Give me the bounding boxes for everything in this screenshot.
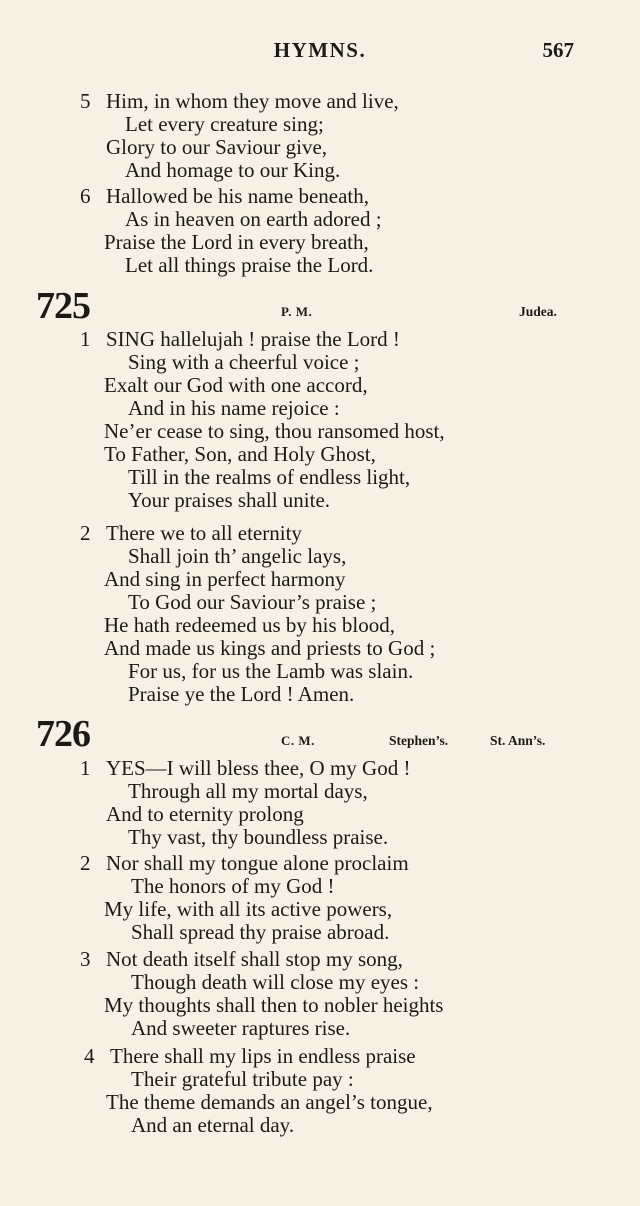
stanza-line: The honors of my God ! (131, 874, 335, 898)
stanza-number: 2 (80, 521, 91, 545)
stanza-line: Shall join th’ angelic lays, (128, 544, 347, 568)
stanza-line: Let every creature sing; (125, 112, 324, 136)
stanza-number: 5 (80, 89, 91, 113)
stanza-line: Till in the realms of endless light, (128, 465, 411, 489)
stanza-line: Praise ye the Lord ! Amen. (128, 682, 355, 706)
stanza-line: Praise the Lord in every breath, (104, 230, 369, 254)
stanza-line: And sing in perfect harmony (104, 567, 346, 591)
stanza-line: Ne’er cease to sing, thou ransomed host, (104, 419, 445, 443)
stanza-line: And an eternal day. (131, 1113, 295, 1137)
running-title: HYMNS. (273, 38, 367, 62)
stanza-line: SING hallelujah ! praise the Lord ! (106, 327, 400, 351)
stanza-number: 1 (80, 756, 91, 780)
stanza-number: 1 (80, 327, 91, 351)
stanza-line: For us, for us the Lamb was slain. (128, 659, 414, 683)
stanza-line: Your praises shall unite. (128, 488, 331, 512)
stanza-number: 2 (80, 851, 91, 875)
stanza-line: Thy vast, thy boundless praise. (128, 825, 389, 849)
stanza-line: Him, in whom they move and live, (106, 89, 399, 113)
stanza-line: My life, with all its active powers, (104, 897, 393, 921)
stanza-line: And to eternity prolong (106, 802, 304, 826)
stanza-line: To Father, Son, and Holy Ghost, (104, 442, 376, 466)
stanza-line: Exalt our God with one accord, (104, 373, 368, 397)
stanza-line: And sweeter raptures rise. (131, 1016, 351, 1040)
tune-name: Judea. (519, 304, 557, 319)
stanza-line: Hallowed be his name beneath, (106, 184, 369, 208)
hymn-725-header (0, 284, 640, 328)
meter: P. M. (281, 304, 313, 319)
stanza-line: And made us kings and priests to God ; (104, 636, 436, 660)
hymn-number: 725 (36, 285, 90, 327)
running-head (0, 38, 640, 68)
stanza-number: 4 (84, 1044, 95, 1068)
stanza-line: And in his name rejoice : (128, 396, 340, 420)
hymn-726-header (0, 712, 640, 756)
page-number: 567 (542, 38, 574, 62)
stanza-line: The theme demands an angel’s tongue, (106, 1090, 433, 1114)
stanza-line: Shall spread thy praise abroad. (131, 920, 390, 944)
meter: C. M. (281, 733, 315, 748)
stanza-line: Not death itself shall stop my song, (106, 947, 403, 971)
stanza-line: Let all things praise the Lord. (125, 253, 374, 277)
stanza-line: To God our Saviour’s praise ; (128, 590, 377, 614)
stanza-line: There we to all eternity (106, 521, 302, 545)
stanza-line: YES—I will bless thee, O my God ! (106, 756, 411, 780)
stanza-line: As in heaven on earth adored ; (125, 207, 382, 231)
stanza-line: There shall my lips in endless praise (110, 1044, 416, 1068)
stanza-line: Their grateful tribute pay : (131, 1067, 354, 1091)
tune-name: St. Ann’s. (490, 733, 546, 748)
stanza-number: 6 (80, 184, 91, 208)
tune-name: Stephen’s. (389, 733, 449, 748)
stanza-line: Through all my mortal days, (128, 779, 368, 803)
stanza-line: Though death will close my eyes : (131, 970, 420, 994)
stanza-line: And homage to our King. (125, 158, 341, 182)
stanza-line: Glory to our Saviour give, (106, 135, 328, 159)
stanza-line: He hath redeemed us by his blood, (104, 613, 396, 637)
stanza-line: Sing with a cheerful voice ; (128, 350, 360, 374)
stanza-number: 3 (80, 947, 91, 971)
hymn-number: 726 (36, 713, 90, 755)
stanza-line: Nor shall my tongue alone proclaim (106, 851, 409, 875)
stanza-line: My thoughts shall then to nobler heights (104, 993, 444, 1017)
